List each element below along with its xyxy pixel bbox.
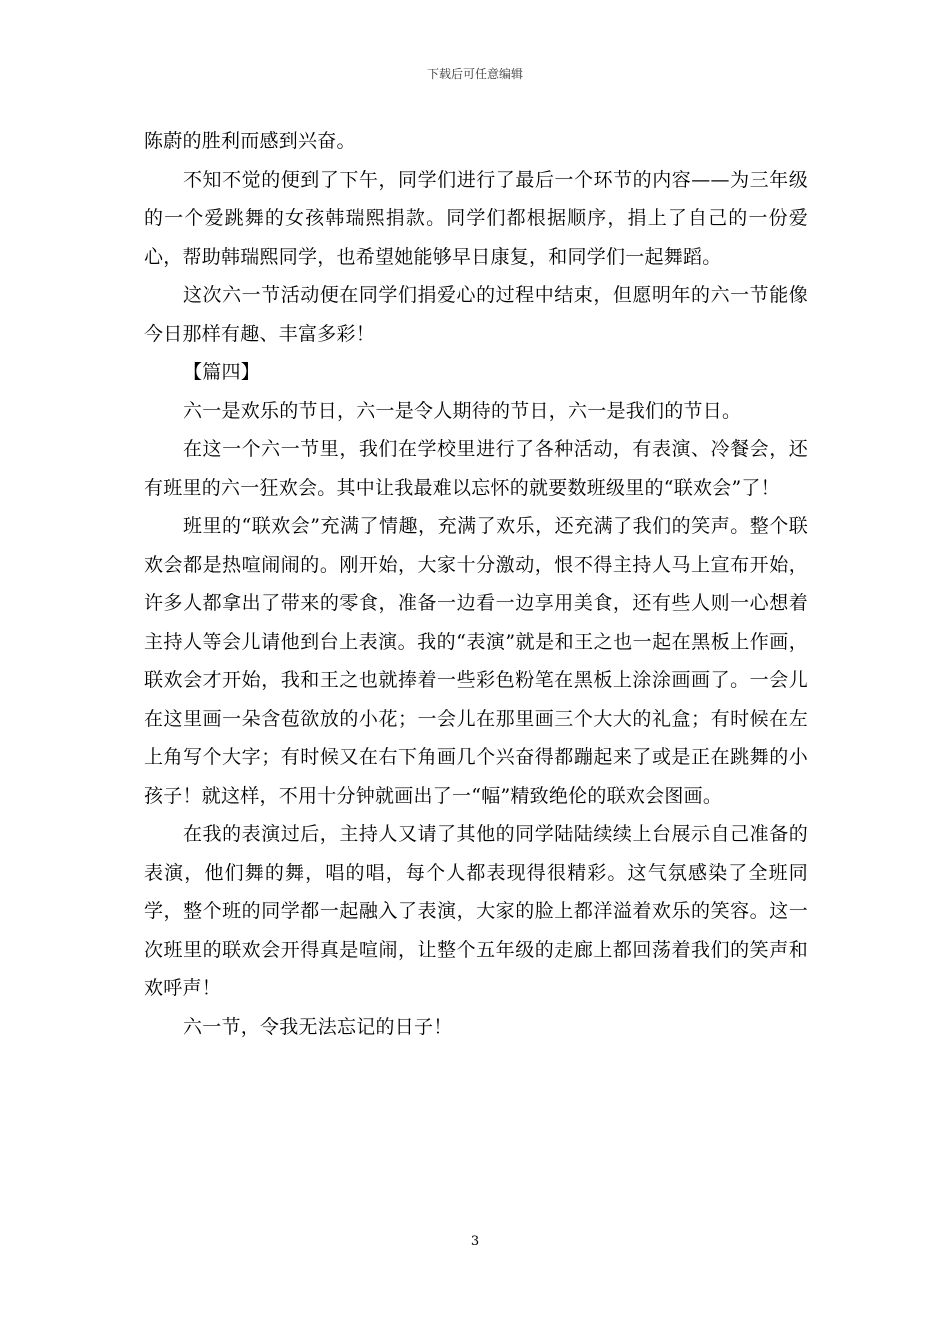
paragraph: 陈蔚的胜利而感到兴奋。 bbox=[144, 130, 356, 152]
paragraph: 这次六一节活动便在同学们捐爱心的过程中结束，但愿明年的六一节能像今日那样有趣、丰富多彩！ bbox=[144, 284, 808, 345]
paragraph: 班里的“联欢会”充满了情趣，充满了欢乐，还充满了我们的笑声。整个联欢会都是热喧闹闹的。刚开始，大家十分激动，恨不得主持人马上宣布开始，许多人都拿出了带来的零食，准备一边看一边享用美食，还有些人则一心想着主持人等会儿请他到台上表演。我的“表演”就是和王之也一起在黑板上作画，联欢会才开始，我和王之也就捧着一些彩色粉笔在黑板上涂涂画画了。一会儿在这里画一朵含苞欲放的小花；一会儿在那里画三个大大的礼盒；有时候在左上角写个大字；有时候又在右下角画几个兴奋得都蹦起来了或是正在跳舞的小孩子！就这样，不用十分钟就画出了一“幅”精致绝伦的联欢会图画。 bbox=[144, 515, 808, 807]
paragraph: 六一节，令我无法忘记的日子！ bbox=[183, 1015, 453, 1038]
paragraph: 在我的表演过后，主持人又请了其他的同学陆陆续续上台展示自己准备的表演，他们舞的舞，唱的唱，每个人都表现得很精彩。这气氛感染了全班同学，整个班的同学都一起融入了表演，大家的脸上都洋溢着欢乐的笑容。这一次班里的联欢会开得真是喧闹，让整个五年级的走廊上都回荡着我们的笑声和欢呼声！ bbox=[144, 823, 808, 999]
page-header: 下载后可任意编辑 bbox=[426, 67, 523, 81]
section-heading: 【篇四】 bbox=[183, 361, 261, 383]
document-body bbox=[144, 122, 808, 1046]
page-number: 3 bbox=[470, 1234, 480, 1249]
paragraph: 六一是欢乐的节日，六一是令人期待的节日，六一是我们的节日。 bbox=[183, 399, 742, 422]
paragraph: 不知不觉的便到了下午，同学们进行了最后一个环节的内容——为三年级的一个爱跳舞的女孩韩瑞熙捐款。同学们都根据顺序，捐上了自己的一份爱心，帮助韩瑞熙同学，也希望她能够早日康复，和同学们一起舞蹈。 bbox=[144, 168, 808, 268]
paragraph: 在这一个六一节里，我们在学校里进行了各种活动，有表演、冷餐会，还有班里的六一狂欢会。其中让我最难以忘怀的就要数班级里的“联欢会”了！ bbox=[144, 438, 808, 499]
